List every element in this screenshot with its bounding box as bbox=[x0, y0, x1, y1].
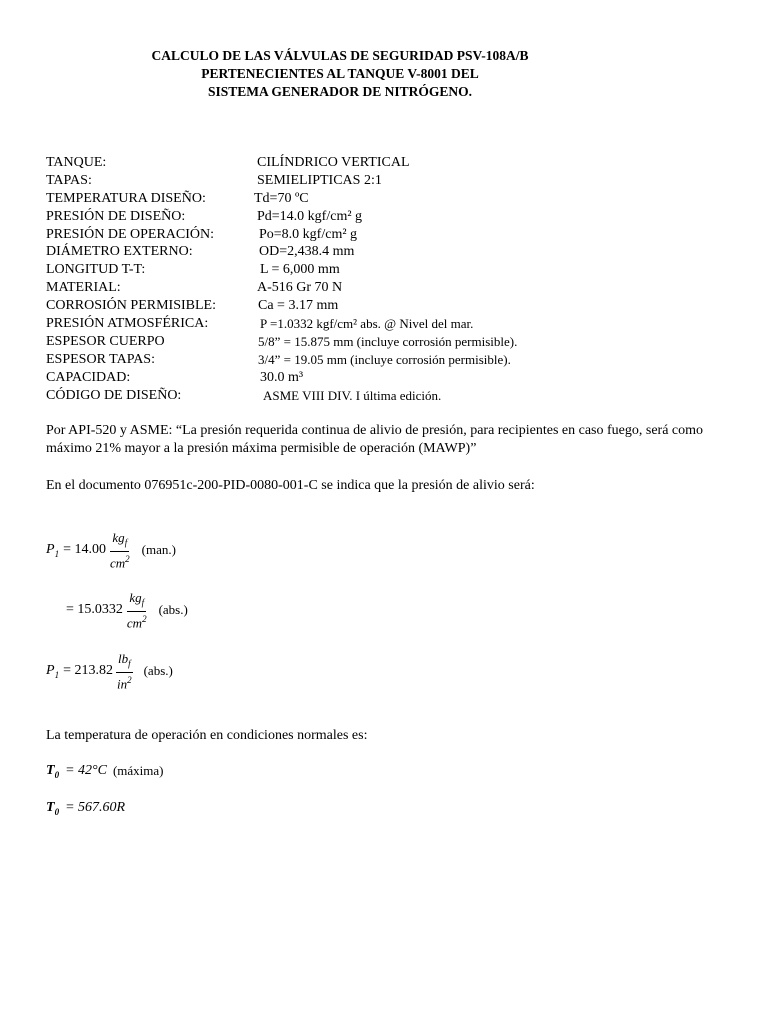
equation-symbol: $T_0$ bbox=[46, 800, 60, 817]
equation-note: (abs.) bbox=[143, 662, 173, 678]
spec-label: CÓDIGO DE DISEÑO: bbox=[46, 387, 182, 403]
spec-value: Pd=14.0 kgf/cm² g bbox=[257, 208, 363, 224]
equation-symbol: $P_1$ bbox=[46, 541, 60, 559]
equation-symbol: $T_0$ bbox=[46, 763, 60, 780]
spec-value: Ca = 3.17 mm bbox=[258, 298, 339, 314]
spec-label: DIÁMETRO EXTERNO: bbox=[46, 244, 193, 260]
unit-fraction: $\frac{kg_f}{cm^2}$ bbox=[109, 530, 130, 570]
spec-value: P =1.0332 kgf/cm² abs. @ Nivel del mar. bbox=[260, 316, 474, 332]
spec-label: CAPACIDAD: bbox=[46, 369, 131, 385]
spec-label: TEMPERATURA DISEÑO: bbox=[46, 190, 206, 206]
equation-p1-man bbox=[46, 530, 176, 570]
spec-value: 30.0 m³ bbox=[260, 369, 304, 385]
equation-value: = 14.00 bbox=[63, 541, 106, 557]
equation-symbol: $P_1$ bbox=[46, 662, 60, 680]
spec-label: TANQUE: bbox=[46, 155, 107, 170]
spec-label: PRESIÓN DE DISEÑO: bbox=[46, 208, 186, 224]
spec-label: LONGITUD T-T: bbox=[46, 262, 146, 278]
equation-p1-abs bbox=[66, 590, 188, 630]
unit-fraction: $\frac{kg_f}{cm^2}$ bbox=[126, 590, 147, 630]
title-line-1: CALCULO DE LAS VÁLVULAS DE SEGURIDAD PSV-108A/B bbox=[151, 48, 529, 63]
equation-t0-celsius bbox=[46, 763, 164, 780]
paragraph-document-reference: En el documento 076951c-200-PID-0080-001-C se indica que la presión de alivio será: bbox=[46, 478, 535, 493]
spec-label: CORROSIÓN PERMISIBLE: bbox=[46, 298, 216, 314]
spec-label: TAPAS: bbox=[46, 172, 92, 188]
spec-label: MATERIAL: bbox=[46, 280, 121, 296]
spec-value: 5/8” = 15.875 mm (incluye corrosión permisible). bbox=[258, 333, 518, 349]
equation-p1-lbf bbox=[46, 651, 173, 691]
document-title bbox=[100, 47, 580, 101]
spec-label: ESPESOR TAPAS: bbox=[46, 351, 155, 367]
paragraph-api-520: Por API-520 y ASME: “La presión requerida continua de alivio de presión, para recipientes en caso fuego, será como máximo 21% mayor a la presión máxima permisible de operación (MAWP)” bbox=[46, 423, 704, 456]
spec-value: 3/4” = 19.05 mm (incluye corrosión permisible). bbox=[258, 351, 511, 367]
spec-value: L = 6,000 mm bbox=[260, 262, 340, 278]
title-line-3: SISTEMA GENERADOR DE NITRÓGENO. bbox=[207, 84, 473, 99]
paragraph-operation-temperature: La temperatura de operación en condiciones normales es: bbox=[46, 728, 368, 743]
spec-label: PRESIÓN DE OPERACIÓN: bbox=[46, 226, 215, 242]
spec-value: Td=70 ºC bbox=[254, 190, 309, 206]
equation-t0-rankine bbox=[46, 800, 125, 817]
spec-value: SEMIELIPTICAS 2:1 bbox=[257, 172, 382, 188]
spec-value: ASME VIII DIV. I última edición. bbox=[263, 387, 442, 403]
title-line-2: PERTENECIENTES AL TANQUE V-8001 DEL bbox=[201, 66, 479, 81]
equation-value: = 42°C bbox=[65, 763, 107, 779]
spec-label: PRESIÓN ATMOSFÉRICA: bbox=[46, 316, 209, 332]
unit-fraction: $\frac{lb_f}{in^2}$ bbox=[116, 651, 132, 691]
equation-note: (abs.) bbox=[158, 601, 188, 617]
equation-note: (man.) bbox=[141, 541, 176, 557]
equation-value: = 567.60R bbox=[65, 800, 126, 816]
equation-note: (máxima) bbox=[112, 763, 164, 779]
equation-value: = 15.0332 bbox=[66, 601, 123, 617]
spec-label: ESPESOR CUERPO bbox=[46, 333, 165, 349]
spec-value: CILÍNDRICO VERTICAL bbox=[257, 155, 410, 170]
equation-value: = 213.82 bbox=[63, 662, 113, 678]
spec-value: Po=8.0 kgf/cm² g bbox=[259, 226, 358, 242]
spec-value: A-516 Gr 70 N bbox=[257, 280, 343, 296]
spec-value: OD=2,438.4 mm bbox=[259, 244, 355, 260]
